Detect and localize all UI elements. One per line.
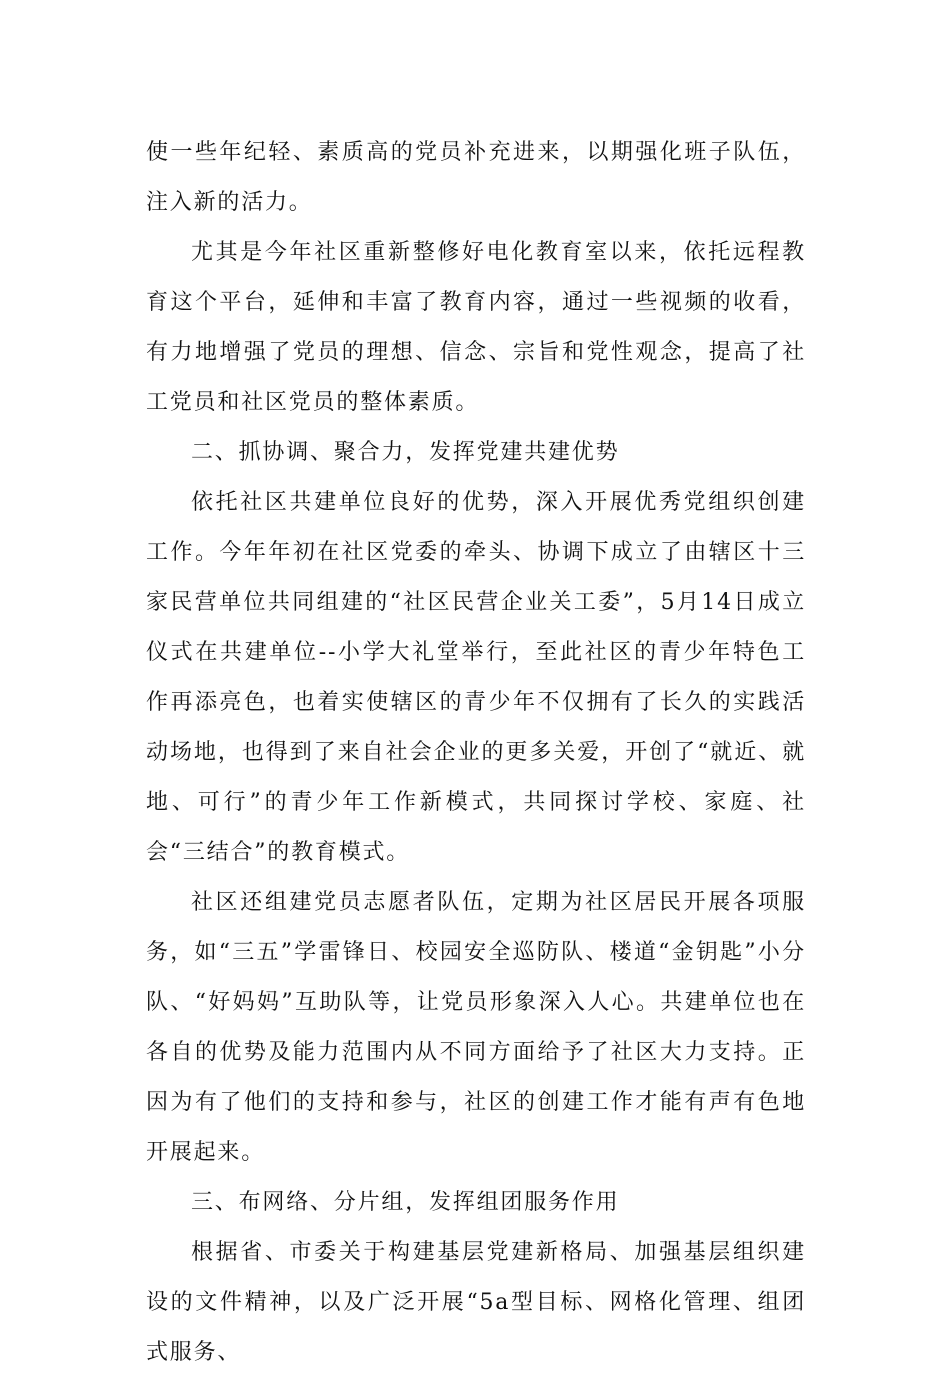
paragraph-co-building: 依托社区共建单位良好的优势，深入开展优秀党组织创建工作。今年年初在社区党委的牵头、协调下成立了由辖区十三家民营单位共同组建的“社区民营企业关工委”，5月14日成立仪式在共建单位--小学大礼堂举行，至此社区的青少年特色工作再添亮色，也着实使辖区的青少年不仅拥有了长久的实践活动场地，也得到了来自社会企业的更多关爱，开创了“就近、就地、可行”的青少年工作新模式，共同探讨学校、家庭、社会“三结合”的教育模式。 bbox=[146, 490, 806, 865]
paragraph-continuation: 使一些年纪轻、素质高的党员补充进来，以期强化班子队伍，注入新的活力。 bbox=[146, 140, 806, 215]
paragraph-volunteers: 社区还组建党员志愿者队伍，定期为社区居民开展各项服务，如“三五”学雷锋日、校园安全巡防队、楼道“金钥匙”小分队、“好妈妈”互助队等，让党员形象深入人心。共建单位也在各自的优势及能力范围内从不同方面给予了社区大力支持。正因为有了他们的支持和参与，社区的创建工作才能有声有色地开展起来。 bbox=[146, 890, 806, 1165]
paragraph-education-room: 尤其是今年社区重新整修好电化教育室以来，依托远程教育这个平台，延伸和丰富了教育内容，通过一些视频的收看，有力地增强了党员的理想、信念、宗旨和党性观念，提高了社工党员和社区党员的整体素质。 bbox=[146, 240, 806, 415]
section-heading-2: 二、抓协调、聚合力，发挥党建共建优势 bbox=[191, 440, 620, 465]
paragraph-network: 根据省、市委关于构建基层党建新格局、加强基层组织建设的文件精神，以及广泛开展“5a型目标、网格化管理、组团式服务、 bbox=[146, 1240, 806, 1365]
section-heading-3: 三、布网络、分片组，发挥组团服务作用 bbox=[191, 1190, 620, 1215]
document-body bbox=[146, 128, 806, 1378]
